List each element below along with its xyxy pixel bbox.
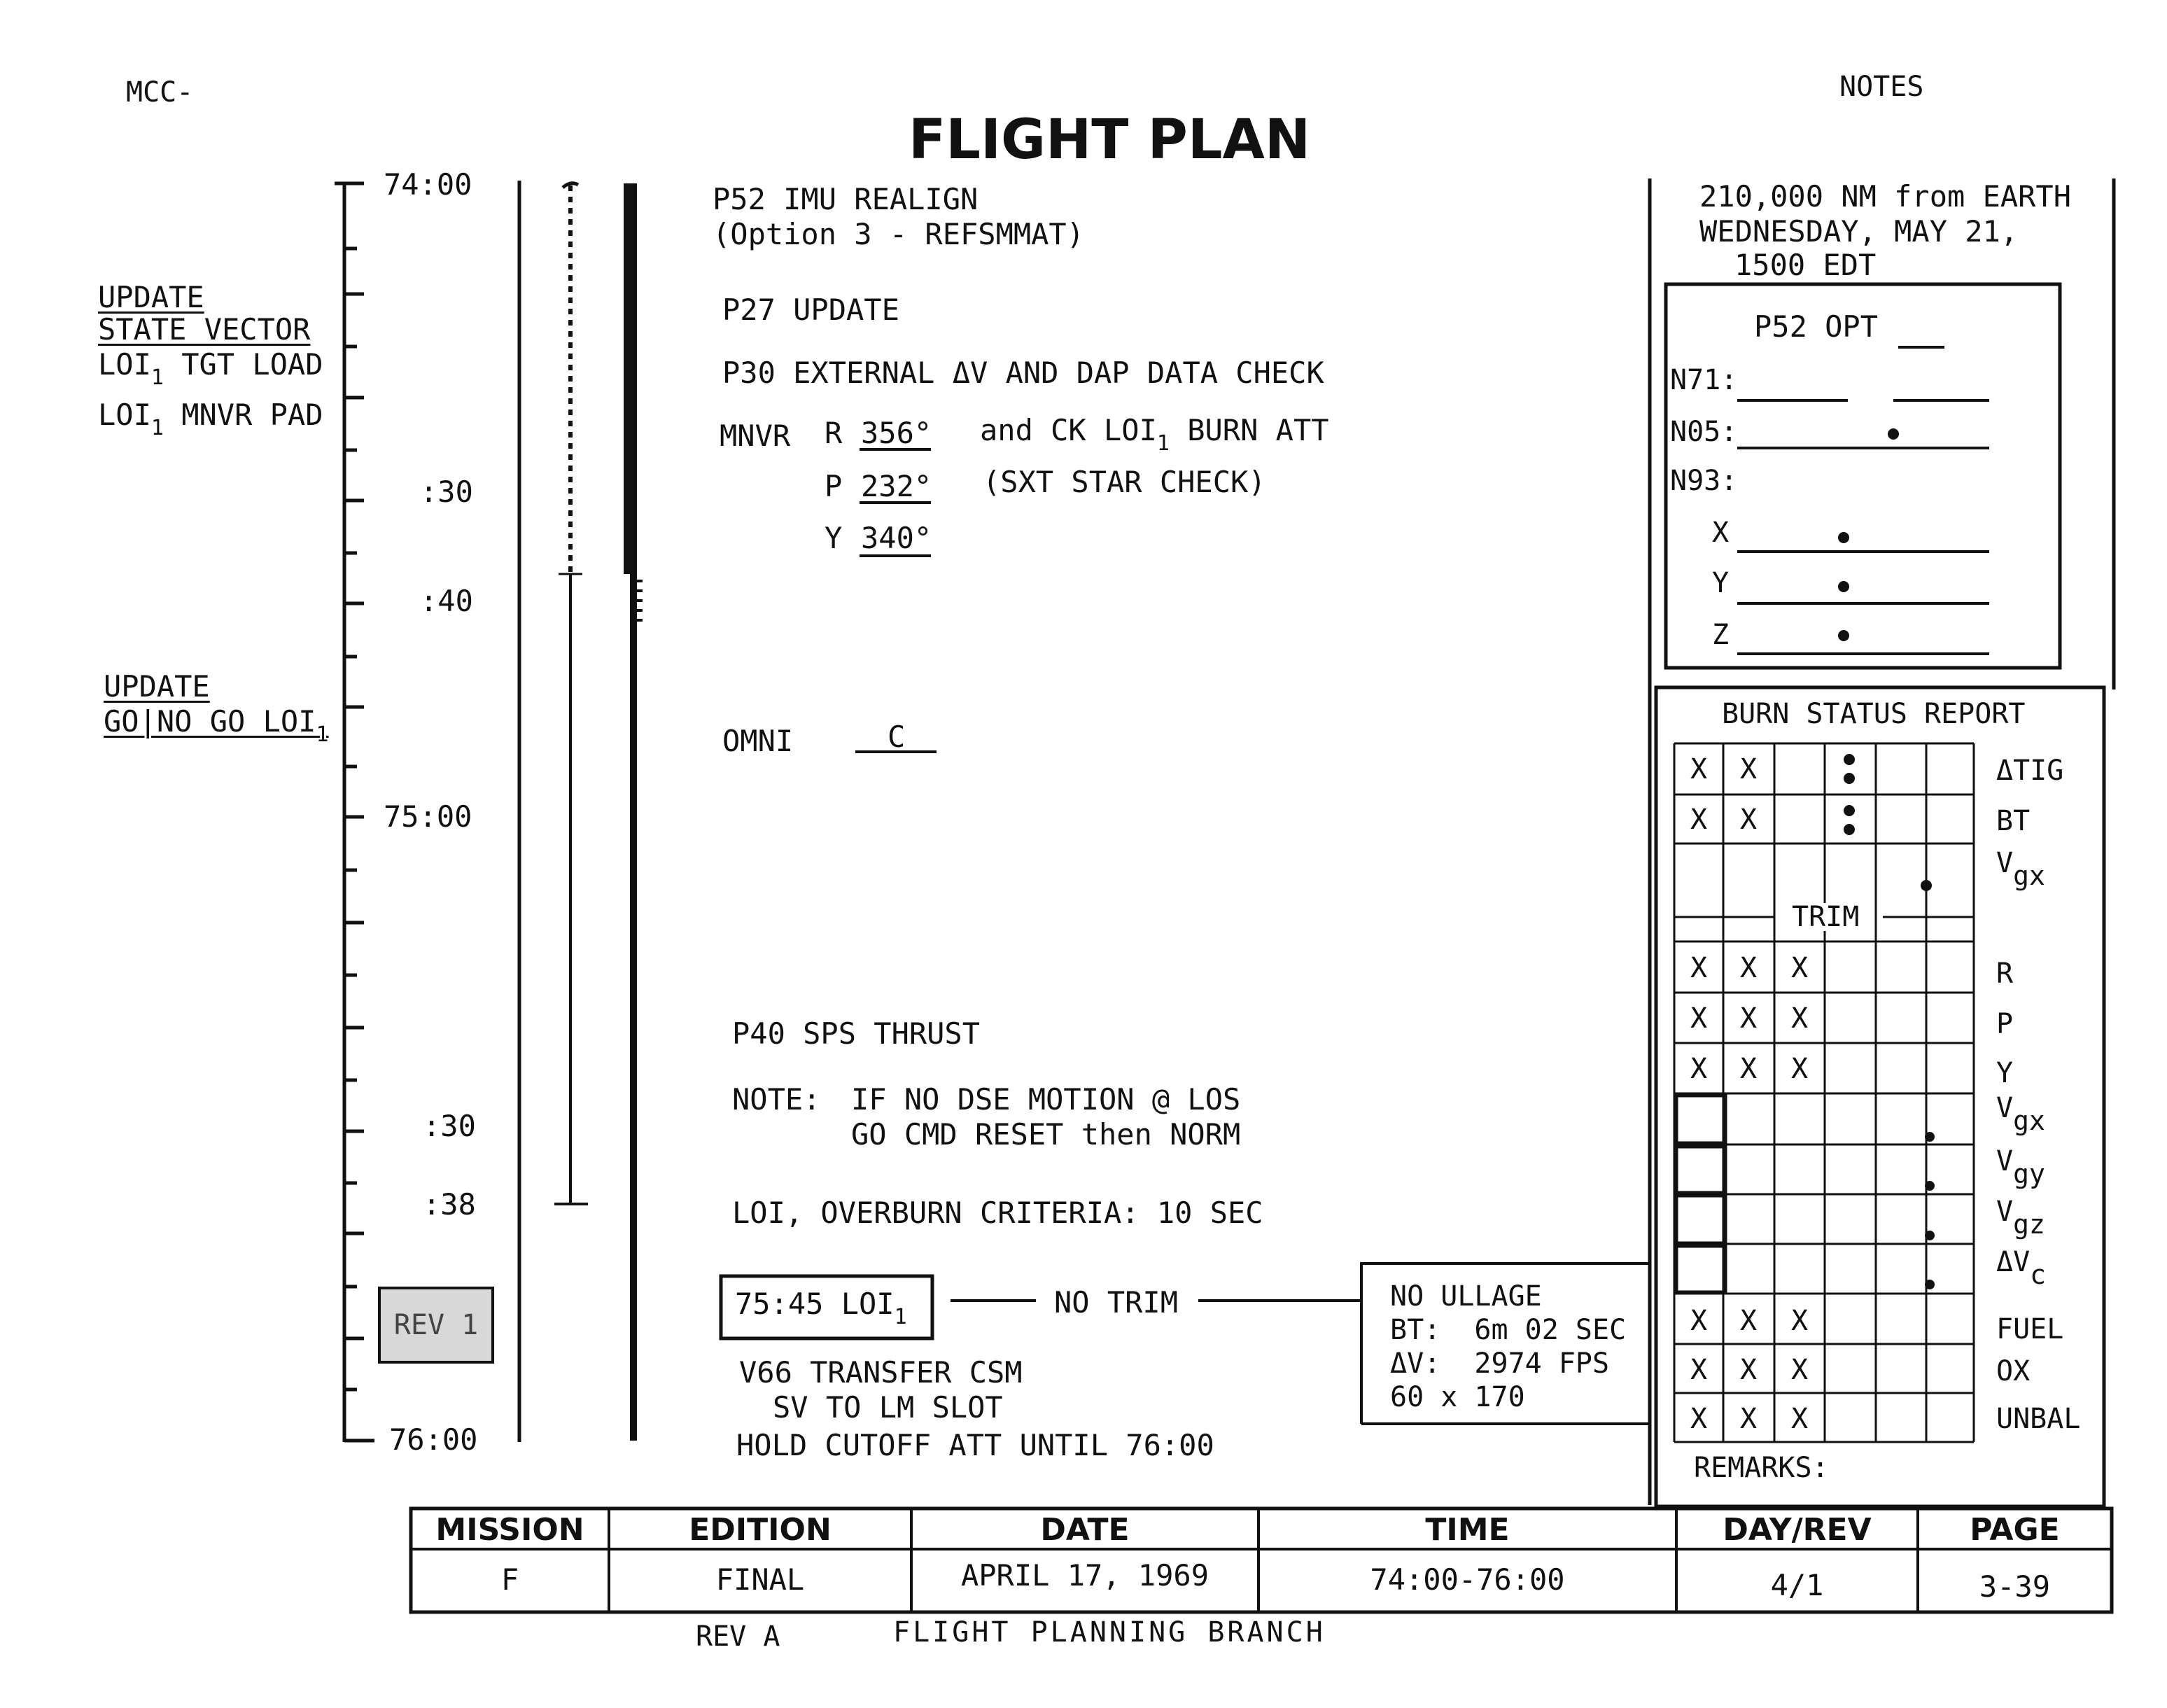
mnvr-r-value: 356° bbox=[861, 416, 932, 450]
row-label-vgx-2: Vgx bbox=[1996, 1092, 2045, 1136]
burn-status-cell-mark: X bbox=[1790, 952, 1809, 984]
omni-value: C bbox=[888, 720, 906, 754]
footer-value-mission: F bbox=[500, 1562, 519, 1597]
time-label-74-30: :30 bbox=[420, 475, 473, 509]
burn-status-cell-mark: X bbox=[1690, 1403, 1708, 1435]
burn-status-cell-mark: X bbox=[1690, 804, 1708, 836]
page-title: FLIGHT PLAN bbox=[909, 108, 1311, 172]
p27-update: P27 UPDATE bbox=[722, 293, 899, 327]
mnvr-p-axis: P bbox=[825, 469, 843, 503]
revision-label: REV A bbox=[696, 1620, 780, 1653]
burn-status-cell-mark: X bbox=[1739, 952, 1758, 984]
row-label-delta-vc: ΔVc bbox=[1996, 1246, 2047, 1290]
row-label-vgy: Vgy bbox=[1996, 1145, 2045, 1189]
footer-header-mission: MISSION bbox=[435, 1512, 584, 1548]
x-label: X bbox=[1712, 517, 1730, 549]
footer-header-page: PAGE bbox=[1970, 1512, 2060, 1548]
burn-status-cell-mark: X bbox=[1790, 1305, 1809, 1337]
time-label-75-00: 75:00 bbox=[384, 799, 472, 834]
row-label-bt: BT bbox=[1996, 805, 2031, 837]
v66-line-1: V66 TRANSFER CSM bbox=[739, 1355, 1023, 1390]
location-line-1: 210,000 NM from EARTH bbox=[1699, 179, 2072, 214]
burn-status-cell-mark: X bbox=[1790, 1053, 1809, 1085]
time-label-75-30: :30 bbox=[423, 1109, 476, 1143]
location-line-2: WEDNESDAY, MAY 21, bbox=[1699, 214, 2019, 248]
note-line-2: GO CMD RESET then NORM bbox=[851, 1117, 1241, 1152]
burn-status-title: BURN STATUS REPORT bbox=[1722, 698, 2026, 730]
burn-status-cell-mark: X bbox=[1739, 1403, 1758, 1435]
remarks-label: REMARKS: bbox=[1694, 1452, 1829, 1484]
time-label-74-00: 74:00 bbox=[384, 167, 472, 202]
p40-sps-thrust: P40 SPS THRUST bbox=[732, 1016, 981, 1051]
n93-label: N93: bbox=[1670, 465, 1738, 497]
v66-line-3: HOLD CUTOFF ATT UNTIL 76:00 bbox=[736, 1428, 1214, 1462]
burn-status-cell-mark: X bbox=[1790, 1403, 1809, 1435]
footer-value-date: APRIL 17, 1969 bbox=[960, 1558, 1209, 1592]
burn-status-cell-mark: X bbox=[1690, 1053, 1708, 1085]
mnvr-p-value: 232° bbox=[861, 469, 932, 503]
overburn-criteria: LOI, OVERBURN CRITERIA: 10 SEC bbox=[732, 1196, 1263, 1230]
no-trim-label: NO TRIM bbox=[1054, 1285, 1179, 1320]
footer-value-day-rev: 4/1 bbox=[1770, 1568, 1824, 1602]
loi-mnvr-pad-label: $LOI_1$ MNVR PAD bbox=[98, 398, 323, 440]
trim-label: TRIM bbox=[1789, 903, 1862, 931]
update-label-1: UPDATE bbox=[98, 280, 204, 314]
ck-burn-att: and CK $LOI_1$ BURN ATT bbox=[980, 413, 1329, 456]
go-no-go-loi-label: GO|NO GO $LOI_1$ bbox=[104, 704, 329, 747]
footer-value-edition: FINAL bbox=[715, 1562, 805, 1597]
burn-status-cell-mark: X bbox=[1739, 753, 1758, 785]
burn-status-cell-mark: X bbox=[1690, 1002, 1708, 1035]
p30-check: P30 EXTERNAL ΔV AND DAP DATA CHECK bbox=[722, 356, 1324, 390]
burn-status-cell-mark: X bbox=[1690, 1354, 1708, 1386]
row-label-p: P bbox=[1996, 1008, 2014, 1040]
ullage-line-2: BT: 6m 02 SEC bbox=[1390, 1314, 1627, 1346]
burn-status-cell-mark: X bbox=[1690, 1305, 1708, 1337]
burn-status-cell-mark: X bbox=[1790, 1002, 1809, 1035]
y-label: Y bbox=[1712, 567, 1730, 599]
ullage-line-4: 60 x 170 bbox=[1390, 1381, 1525, 1413]
footer-header-time: TIME bbox=[1425, 1512, 1510, 1548]
burn-status-cell-mark: X bbox=[1690, 753, 1708, 785]
row-label-r: R bbox=[1996, 958, 2014, 990]
document-id: MCC- bbox=[126, 76, 194, 108]
note-label: NOTE: bbox=[732, 1082, 821, 1116]
mnvr-r-axis: R bbox=[825, 416, 843, 450]
v66-line-2: SV TO LM SLOT bbox=[773, 1390, 1003, 1424]
omni-label: OMNI bbox=[722, 724, 794, 758]
burn-status-cell-mark: X bbox=[1739, 804, 1758, 836]
state-vector-label: STATE VECTOR bbox=[98, 312, 311, 346]
row-label-fuel: FUEL bbox=[1996, 1313, 2064, 1345]
n71-label: N71: bbox=[1670, 364, 1738, 396]
z-label: Z bbox=[1712, 619, 1730, 651]
loi-tgt-load-label: $LOI_1$ TGT LOAD bbox=[98, 347, 323, 390]
row-label-ox: OX bbox=[1996, 1355, 2031, 1387]
row-label-unbal: UNBAL bbox=[1996, 1403, 2081, 1435]
footer-header-day-rev: DAY/REV bbox=[1723, 1512, 1872, 1548]
footer-value-page: 3-39 bbox=[1979, 1569, 2051, 1604]
burn-status-cell-mark: X bbox=[1739, 1002, 1758, 1035]
burn-status-cell-mark: X bbox=[1790, 1354, 1809, 1386]
mnvr-label: MNVR bbox=[720, 419, 791, 453]
p52-opt-title: P52 OPT bbox=[1754, 309, 1879, 344]
notes-label: NOTES bbox=[1839, 71, 1924, 103]
time-label-75-38: :38 bbox=[423, 1187, 476, 1222]
mnvr-y-value: 340° bbox=[861, 521, 932, 555]
footer-header-date: DATE bbox=[1040, 1512, 1130, 1548]
note-line-1: IF NO DSE MOTION @ LOS bbox=[851, 1082, 1241, 1116]
row-label-delta-tig: ΔTIG bbox=[1996, 755, 2064, 787]
footer-header-edition: EDITION bbox=[689, 1512, 832, 1548]
row-label-vgz: Vgz bbox=[1996, 1196, 2045, 1240]
p52-line-2: (Option 3 - REFSMMAT) bbox=[713, 217, 1085, 251]
n05-label: N05: bbox=[1670, 416, 1738, 448]
location-line-3: 1500 EDT bbox=[1734, 248, 1877, 282]
burn-status-cell-mark: X bbox=[1739, 1305, 1758, 1337]
branch-label: FLIGHT PLANNING BRANCH bbox=[893, 1616, 1326, 1648]
update-label-2: UPDATE bbox=[104, 669, 210, 704]
burn-status-cell-mark: X bbox=[1739, 1053, 1758, 1085]
burn-status-cell-mark: X bbox=[1690, 952, 1708, 984]
ullage-line-1: NO ULLAGE bbox=[1390, 1280, 1542, 1312]
rev-box: REV 1 bbox=[378, 1287, 494, 1364]
row-label-vgx-1: Vgx bbox=[1996, 847, 2045, 891]
mnvr-y-axis: Y bbox=[825, 521, 843, 555]
sxt-star-check: (SXT STAR CHECK) bbox=[983, 465, 1266, 499]
footer-value-time: 74:00-76:00 bbox=[1370, 1562, 1565, 1597]
burn-status-cell-mark: X bbox=[1739, 1354, 1758, 1386]
row-label-y: Y bbox=[1996, 1057, 2014, 1089]
time-label-76-00: 76:00 bbox=[389, 1422, 478, 1457]
loi-burn-time: 75:45 $LOI_1$ bbox=[735, 1287, 907, 1329]
ullage-line-3: ΔV: 2974 FPS bbox=[1390, 1348, 1610, 1380]
p52-line-1: P52 IMU REALIGN bbox=[713, 182, 979, 216]
time-label-74-40: :40 bbox=[420, 584, 473, 618]
